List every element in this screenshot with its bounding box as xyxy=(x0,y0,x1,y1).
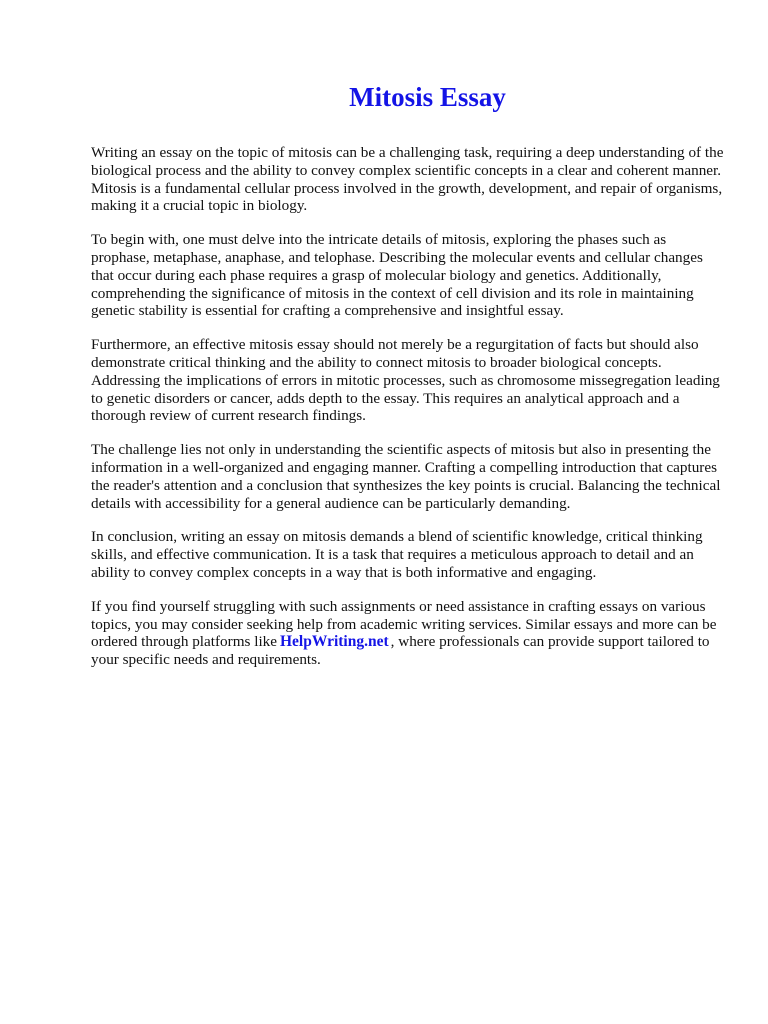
help-text-after-link: , where professionals can provide support tailored to your specific needs and requirements. xyxy=(91,633,710,669)
helpwriting-link[interactable]: HelpWriting.net xyxy=(280,633,389,651)
help-text-before-link: If you find yourself struggling with such assignments or need assistance in crafting essays on various topics, you may consider seeking help from academic writing services. Similar essays and more can be ordered through platforms like xyxy=(91,597,717,651)
paragraph-phases: To begin with, one must delve into the intricate details of mitosis, exploring the phases such as prophase, metaphase, anaphase, and telophase. Describing the molecular events and cellular changes that occur during each phase requires a grasp of molecular biology and genetics. Additionally, comprehending the significance of mitosis in the context of cell division and its role in maintaining genetic stability is essential for crafting a comprehensive and insightful essay. xyxy=(91,231,703,320)
paragraph-help xyxy=(91,598,724,669)
paragraph-intro: Writing an essay on the topic of mitosis can be a challenging task, requiring a deep understanding of the biological process and the ability to convey complex scientific concepts in a clear and coherent manner. Mitosis is a fundamental cellular process involved in the growth, development, and repair of organisms, making it a crucial topic in biology. xyxy=(91,144,724,215)
paragraph-challenge: The challenge lies not only in understanding the scientific aspects of mitosis but also in presenting the information in a well-organized and engaging manner. Crafting a compelling introduction that captures the reader's attention and a conclusion that synthesizes the key points is crucial. Balancing the technical details with accessibility for a general audience can be particularly demanding. xyxy=(91,441,721,512)
paragraph-critical-thinking: Furthermore, an effective mitosis essay should not merely be a regurgitation of facts but should also demonstrate critical thinking and the ability to connect mitosis to broader biological concepts. Addressing the implications of errors in mitotic processes, such as chromosome missegregation leading to genetic disorders or cancer, adds depth to the essay. This requires an analytical approach and a thorough review of current research findings. xyxy=(91,336,720,425)
paragraph-conclusion: In conclusion, writing an essay on mitosis demands a blend of scientific knowledge, critical thinking skills, and effective communication. It is a task that requires a meticulous approach to detail and an ability to convey complex concepts in a way that is both informative and engaging. xyxy=(91,528,703,581)
page-title: Mitosis Essay xyxy=(349,82,506,112)
